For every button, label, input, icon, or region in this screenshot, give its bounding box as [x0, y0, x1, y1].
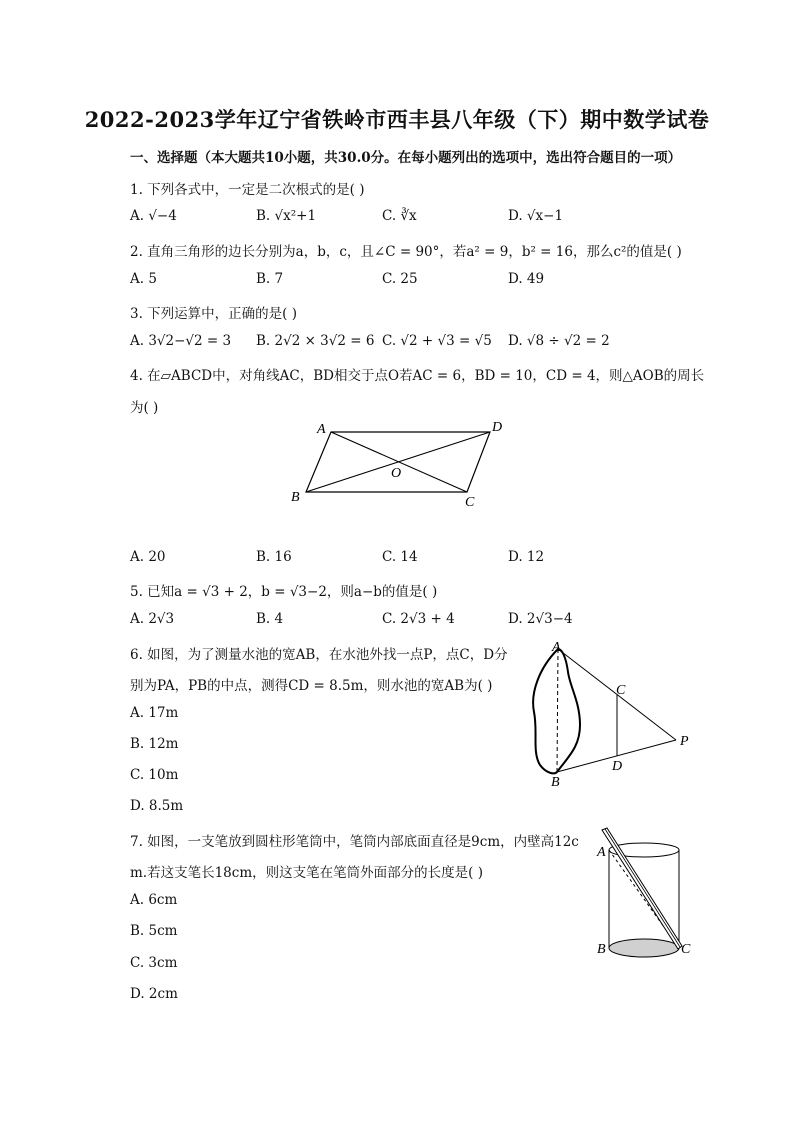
label-b: B — [597, 942, 606, 957]
question-5-stem: 5. 已知a = √3 + 2，b = √3−2，则a−b的值是( ) — [130, 584, 438, 600]
q2-option-b: B. 7 — [256, 271, 284, 287]
section-heading: 一、选择题（本大题共10小题，共30.0分。在每小题列出的选项中，选出符合题目的一项） — [130, 150, 682, 166]
q5-option-b: B. 4 — [256, 611, 284, 627]
q1-option-b: B. √x²+1 — [256, 208, 317, 224]
q7-option-b: B. 5cm — [130, 923, 178, 939]
q2-option-d: D. 49 — [508, 271, 545, 287]
label-c: C — [465, 495, 475, 510]
cylinder-base — [609, 939, 679, 957]
q3-option-d: D. √8 ÷ √2 = 2 — [508, 333, 610, 349]
pond-figure — [520, 637, 700, 792]
label-c: C — [681, 942, 691, 957]
question-4-stem: 4. 在▱ABCD中，对角线AC，BD相交于点O若AC = 6，BD = 10，CD = 4，则△AOB的周长 — [130, 368, 705, 384]
page-title: 2022-2023学年辽宁省铁岭市西丰县八年级（下）期中数学试卷 — [84, 107, 710, 132]
q2-option-c: C. 25 — [382, 271, 418, 287]
q2-option-a: A. 5 — [130, 271, 157, 287]
diagonal-bd — [306, 432, 490, 492]
label-c: C — [616, 683, 626, 698]
q1-option-d: D. √x−1 — [508, 208, 564, 224]
question-7-stem: 7. 如图，一支笔放到圆柱形笔筒中，笔筒内部底面直径是9cm，内壁高12c — [130, 834, 579, 850]
segment-ab — [557, 649, 558, 772]
label-a: A — [552, 640, 561, 655]
q4-option-a: A. 20 — [130, 549, 166, 565]
question-4-stem-cont: 为( ) — [130, 400, 159, 416]
label-p: P — [680, 734, 689, 749]
q3-option-b: B. 2√2 × 3√2 = 6 — [256, 333, 375, 349]
question-6-stem: 6. 如图，为了测量水池的宽AB，在水池外找一点P，点C，D分 — [130, 647, 508, 663]
pen-centerline — [605, 829, 680, 947]
q4-option-c: C. 14 — [382, 549, 418, 565]
q6-option-d: D. 8.5m — [130, 798, 184, 814]
pen-holder-figure — [594, 826, 698, 966]
q3-option-a: A. 3√2−√2 = 3 — [130, 333, 232, 349]
label-b: B — [551, 775, 560, 790]
q7-option-c: C. 3cm — [130, 955, 178, 971]
label-o: O — [391, 466, 402, 481]
q5-option-a: A. 2√3 — [130, 611, 175, 627]
label-d: D — [612, 759, 623, 774]
question-7-stem-cont: m.若这支笔长18cm，则这支笔在笔筒外面部分的长度是( ) — [130, 865, 483, 881]
label-a: A — [317, 422, 326, 437]
q3-option-c: C. √2 + √3 = √5 — [382, 333, 492, 349]
q6-option-c: C. 10m — [130, 767, 179, 783]
q6-option-b: B. 12m — [130, 736, 179, 752]
question-3-stem: 3. 下列运算中，正确的是( ) — [130, 306, 297, 322]
pond-outline — [533, 649, 580, 773]
q4-option-d: D. 12 — [508, 549, 545, 565]
q4-option-b: B. 16 — [256, 549, 292, 565]
q5-option-d: D. 2√3−4 — [508, 611, 573, 627]
q1-option-a: A. √−4 — [130, 208, 177, 224]
q7-option-a: A. 6cm — [130, 892, 178, 908]
label-a: A — [597, 845, 606, 860]
question-6-stem-cont: 别为PA，PB的中点，测得CD = 8.5m，则水池的宽AB为( ) — [130, 678, 493, 694]
q7-option-d: D. 2cm — [130, 986, 178, 1002]
label-d: D — [492, 420, 503, 435]
question-1-stem: 1. 下列各式中，一定是二次根式的是( ) — [130, 182, 365, 198]
parallelogram-figure — [285, 415, 515, 515]
q5-option-c: C. 2√3 + 4 — [382, 611, 455, 627]
q1-option-c: C. ∛x — [382, 208, 417, 224]
question-2-stem: 2. 直角三角形的边长分别为a，b，c，且∠C = 90°，若a² = 9，b² = 16，那么c²的值是( ) — [130, 244, 682, 260]
q6-option-a: A. 17m — [130, 705, 179, 721]
label-b: B — [291, 490, 300, 505]
